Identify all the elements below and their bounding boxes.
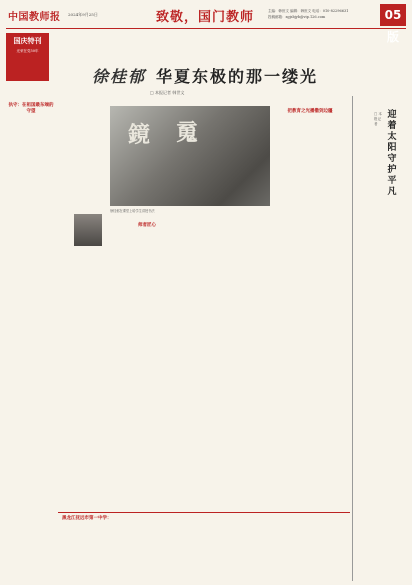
photo-calligraphy: 鏡 <box>128 123 151 148</box>
sidebar-text <box>356 200 406 580</box>
masthead: 中国教师报 <box>8 12 61 23</box>
subhead: 师者匠心 <box>138 223 156 228</box>
article-headline <box>80 64 330 87</box>
sidebar-byline: □ 本报记者 <box>374 112 382 126</box>
feature-title: 国庆特刊 <box>13 36 42 45</box>
page-number: 05版 <box>380 4 406 26</box>
subhead: 执守：在祖国最东端的守望 <box>8 103 54 114</box>
headline-name: 徐桂郁 <box>91 67 146 86</box>
editor-line: 主编：韩世文 编辑：韩世文 电话：010-82296631 <box>268 9 349 13</box>
portrait-photo <box>74 214 102 246</box>
text-column <box>8 100 54 505</box>
editor-info <box>268 8 348 20</box>
feature-label <box>6 33 49 81</box>
issue-date: 2024年9月25日 <box>68 12 98 17</box>
photo-calligraphy: 䰟 <box>176 121 199 146</box>
text-column <box>56 100 106 210</box>
bottom-box-title: 黑龙江抚远市第一中学： <box>62 516 112 521</box>
editor-line: 投稿邮箱：zgjsbjyb@vip.126.com <box>268 15 326 19</box>
sidebar-title: 迎着太阳守护平凡 <box>387 110 397 197</box>
text-column <box>188 220 268 510</box>
article-byline: □ 本报记者 韩世文 <box>150 90 185 95</box>
subhead: 把教育之光播撒到边疆 <box>287 109 333 114</box>
article-photo <box>110 106 270 206</box>
column-divider <box>352 96 353 581</box>
headline-text: 华夏东极的那一缕光 <box>156 67 319 86</box>
feature-subtitle: 光荣在党50年 <box>16 49 39 53</box>
section-title: 致敬，国门教师 <box>156 10 255 25</box>
text-column <box>108 220 186 510</box>
text-column <box>272 106 348 506</box>
photo-caption: 徐桂郁在课堂上给学生讲授书法 <box>110 209 155 213</box>
bottom-box <box>58 512 350 575</box>
